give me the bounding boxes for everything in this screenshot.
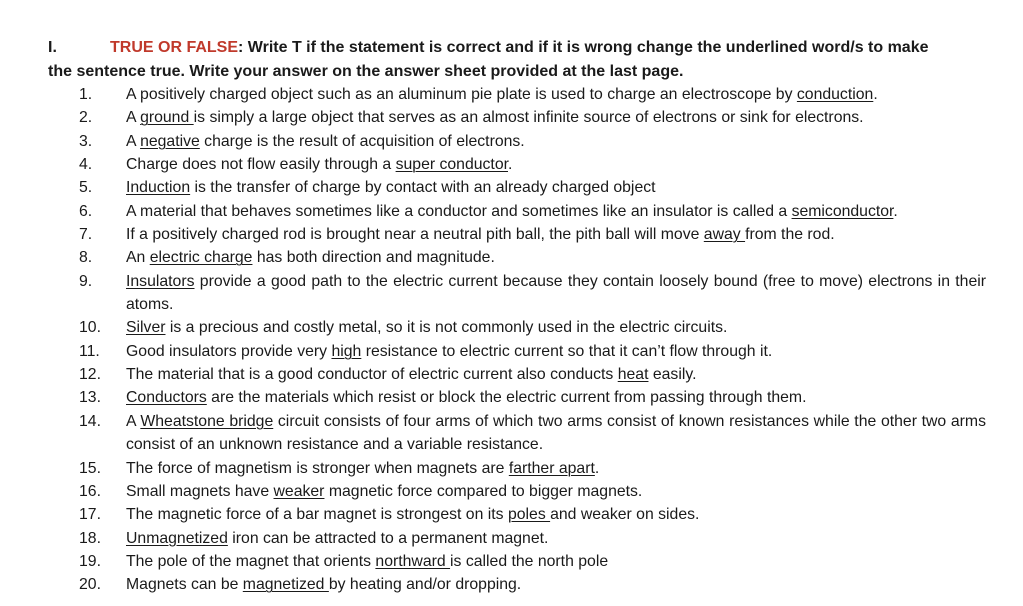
underlined-term: semiconductor xyxy=(791,202,894,220)
statement-text-after: by heating and/or dropping. xyxy=(328,576,522,594)
statement-text xyxy=(126,340,986,363)
statement-text-before: The magnetic force of a bar magnet is strongest on its xyxy=(126,506,508,524)
statement-item xyxy=(0,130,1023,153)
statement-item xyxy=(0,480,1023,503)
underlined-term: Unmagnetized xyxy=(126,529,228,547)
statement-text-before: Small magnets have xyxy=(126,482,274,500)
statement-item xyxy=(0,153,1023,176)
statement-text xyxy=(126,386,986,409)
statement-text-after: . xyxy=(508,156,513,174)
statement-text xyxy=(126,480,986,503)
statement-text-before: Magnets can be xyxy=(126,576,243,594)
statement-item xyxy=(0,316,1023,339)
underlined-term: heat xyxy=(617,366,649,384)
statement-text-after: resistance to electric current so that it can’t flow through it. xyxy=(361,342,773,360)
statement-text xyxy=(126,550,986,573)
statement-number: 12. xyxy=(79,366,101,384)
statement-text xyxy=(126,527,986,550)
underlined-term: high xyxy=(331,342,362,360)
statement-text xyxy=(126,410,986,457)
underlined-term: away xyxy=(703,226,746,244)
statement-text-before: A xyxy=(126,109,141,127)
statement-number: 8. xyxy=(79,249,93,267)
section-number: I. xyxy=(48,39,57,56)
statement-text xyxy=(126,200,986,223)
statement-text xyxy=(126,176,986,199)
statement-text-after: is a precious and costly metal, so it is not commonly used in the electric circuits. xyxy=(165,319,728,337)
underlined-term: Induction xyxy=(126,179,191,197)
statement-list xyxy=(0,83,1023,597)
statement-item xyxy=(0,270,1023,317)
statement-text-before: Charge does not flow easily through a xyxy=(126,156,396,174)
statement-item xyxy=(0,246,1023,269)
statement-text-after: charge is the result of acquisition of electrons. xyxy=(199,132,525,150)
statement-text-after: from the rod. xyxy=(745,226,835,244)
statement-text-after: is the transfer of charge by contact with an already charged object xyxy=(190,179,656,197)
statement-number: 19. xyxy=(79,552,101,570)
statement-item xyxy=(0,223,1023,246)
section-title: TRUE OR FALSE xyxy=(110,39,239,56)
statement-text-after: are the materials which resist or block the electric current from passing through them. xyxy=(206,389,807,407)
underlined-term: Silver xyxy=(126,319,166,337)
statement-item xyxy=(0,573,1023,596)
statement-text xyxy=(126,270,986,317)
statement-text xyxy=(126,83,986,106)
statement-text-before: A material that behaves sometimes like a conductor and sometimes like an insulator is called a xyxy=(126,202,792,220)
statement-number: 9. xyxy=(79,272,93,290)
statement-text-after: has both direction and magnitude. xyxy=(252,249,495,267)
statement-item xyxy=(0,200,1023,223)
statement-text xyxy=(126,246,986,269)
statement-text-before: The pole of the magnet that orients xyxy=(126,552,376,570)
statement-text-before: A positively charged object such as an aluminum pie plate is used to charge an electroscope by xyxy=(126,86,797,103)
statement-number: 17. xyxy=(79,506,101,524)
statement-item xyxy=(0,83,1023,106)
underlined-term: farther apart xyxy=(508,459,595,477)
statement-text xyxy=(126,573,986,596)
statement-number: 5. xyxy=(79,179,93,197)
statement-number: 15. xyxy=(79,459,101,477)
instructions-line-1: : Write T if the statement is correct and if it is wrong change the underlined word/s to make xyxy=(238,39,929,56)
statement-text-before: If a positively charged rod is brought near a neutral pith ball, the pith ball will move xyxy=(126,226,704,244)
statement-text-before: The force of magnetism is stronger when magnets are xyxy=(126,459,509,477)
underlined-term: conduction xyxy=(796,86,874,103)
statement-text-after: and weaker on sides. xyxy=(550,506,700,524)
statement-text xyxy=(126,223,986,246)
statement-text xyxy=(126,457,986,480)
statement-number: 2. xyxy=(79,109,93,127)
statement-text-after: easily. xyxy=(648,366,697,384)
statement-text-before: A xyxy=(126,132,141,150)
statement-item xyxy=(0,386,1023,409)
statement-item xyxy=(0,503,1023,526)
underlined-term: Insulators xyxy=(126,272,195,290)
statement-text xyxy=(126,363,986,386)
statement-item xyxy=(0,457,1023,480)
statement-text xyxy=(126,130,986,153)
statement-number: 3. xyxy=(79,132,93,150)
statement-item xyxy=(0,550,1023,573)
underlined-term: northward xyxy=(375,552,451,570)
statement-item xyxy=(0,527,1023,550)
underlined-term: Conductors xyxy=(126,389,207,407)
statement-item xyxy=(0,340,1023,363)
statement-text-after: magnetic force compared to bigger magnets. xyxy=(324,482,643,500)
statement-text-after: circuit consists of four arms of which two arms consist of known resistances while the other two arms consist of an unknown resistance and a variable resistance. xyxy=(126,412,986,454)
statement-number: 11. xyxy=(79,342,100,360)
statement-number: 13. xyxy=(79,389,101,407)
statement-text xyxy=(126,503,986,526)
statement-text-before: The material that is a good conductor of electric current also conducts xyxy=(126,366,618,384)
underlined-term: Wheatstone bridge xyxy=(140,412,274,430)
statement-number: 20. xyxy=(79,576,101,594)
statement-number: 6. xyxy=(79,202,93,220)
statement-item xyxy=(0,106,1023,129)
statement-number: 18. xyxy=(79,529,101,547)
statement-text-after: . xyxy=(873,86,878,103)
statement-text-after: iron can be attracted to a permanent magnet. xyxy=(227,529,549,547)
statement-item xyxy=(0,363,1023,386)
statement-number: 16. xyxy=(79,482,101,500)
statement-text-after: provide a good path to the electric current because they contain loosely bound (free to move) electrons in their atoms. xyxy=(126,272,986,314)
statement-item xyxy=(0,176,1023,199)
statement-number: 4. xyxy=(79,156,93,174)
underlined-term: super conductor xyxy=(395,156,508,174)
section-heading xyxy=(48,36,988,83)
statement-text-before: An xyxy=(126,249,150,267)
underlined-term: negative xyxy=(140,132,200,150)
statement-number: 7. xyxy=(79,226,93,244)
underlined-term: ground xyxy=(140,109,194,127)
statement-text xyxy=(126,316,986,339)
statement-number: 1. xyxy=(79,86,93,103)
statement-number: 14. xyxy=(79,412,101,430)
underlined-term: weaker xyxy=(273,482,325,500)
statement-text-after: . xyxy=(594,459,600,477)
statement-text-after: . xyxy=(893,202,898,220)
instructions-line-2: the sentence true. Write your answer on the answer sheet provided at the last page. xyxy=(48,62,684,80)
underlined-term: electric charge xyxy=(149,249,253,267)
statement-text-after: is simply a large object that serves as an almost infinite source of electrons or sink for electrons. xyxy=(193,109,864,127)
statement-text-after: is called the north pole xyxy=(450,552,609,570)
statement-text xyxy=(126,153,986,176)
statement-number: 10. xyxy=(79,319,101,337)
underlined-term: poles xyxy=(507,506,551,524)
statement-text-before: Good insulators provide very xyxy=(126,342,332,360)
statement-text-before: A xyxy=(126,412,141,430)
underlined-term: magnetized xyxy=(242,576,329,594)
statement-text xyxy=(126,106,986,129)
statement-item xyxy=(0,410,1023,457)
